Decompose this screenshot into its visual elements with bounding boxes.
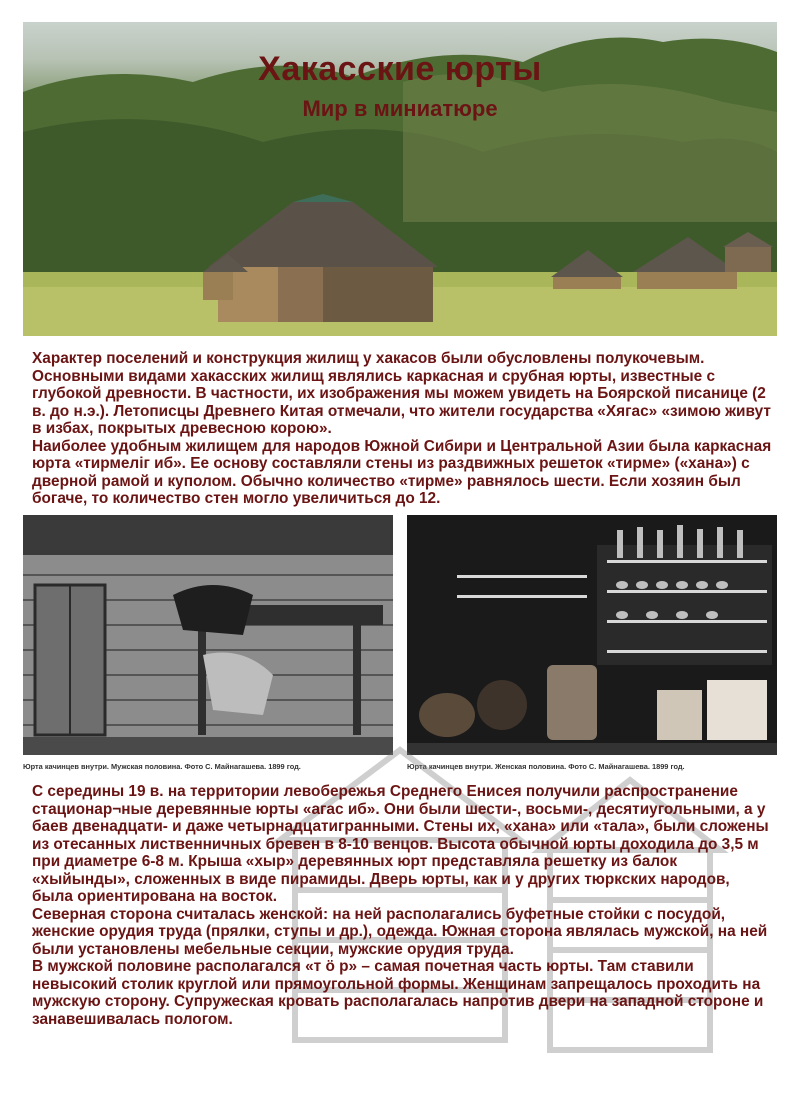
page-subtitle: Мир в миниатюре bbox=[302, 96, 498, 121]
photo-caption-left: Юрта качинцев внутри. Мужская половина. Фото С. Майнагашева. 1899 год. bbox=[23, 762, 301, 771]
body-paragraph: В мужской половине располагался «т ӧ р» – самая почетная часть юрты. Там ставили невысокий столик круглой или прямоугольной формы. Женщинам запрещалось проходить на мужскую сторону. Супружеская кровать располагалась напротив двери на западной стороне и занавешивалась пологом. bbox=[32, 958, 764, 1028]
hero-photo bbox=[23, 22, 777, 336]
body-text bbox=[32, 783, 772, 1028]
intro-paragraph: Характер поселений и конструкция жилищ у хакасов были обусловлены полукочевым. Основными видами хакасских жилищ являлись каркасная и срубная юрты, известные с глубокой древности. В частности, их изображения мы можем увидеть на Боярской писанице (2 в. до н.э.). Летописцы Древнего Китая отмечали, что жители государства «Хягас» «зимою живут в избах, покрытых древесною корою». bbox=[32, 350, 771, 437]
photo-caption-right: Юрта качинцев внутри. Женская половина. Фото С. Майнагашева. 1899 год. bbox=[407, 762, 685, 771]
intro-text bbox=[32, 350, 772, 508]
page-title: Хакасские юрты bbox=[258, 50, 542, 88]
intro-paragraph: Наиболее удобным жилищем для народов Южной Сибири и Центральной Азии была каркасная юрта «тирмелiг иб». Ее основу составляли стены из раздвижных решеток «тирме» («хана») с дверной рамой и куполом. Обычно количество «тирме» равнялось шести. Если хозяин был богаче, то количество стен могло увеличиться до 12. bbox=[32, 437, 772, 507]
body-paragraph: Северная сторона считалась женской: на ней располагались буфетные стойки с посудой, женские орудия труда (прялки, ступы и др.), одежда. Южная сторона являлась мужской, на ней были установлены мебельные секции, мужские орудия труда. bbox=[32, 905, 768, 958]
body-paragraph: С середины 19 в. на территории левобережья Среднего Енисея получили распространение стационар¬ные деревянные юрты «агас иб». Они были шести-, восьми-, десятиугольными, а у баев двенадцати- и даже четырнадцатигранными. Стены их, «хана» или «тала», были сложены из отесанных лиственничных бревен в 8-10 венцов. Высота обычной юрты доходила до 3,5 м при диаметре 6-8 м. Крыша «хыр» деревянных юрт представляла решетку из балок «хыйынды», сложенных в виде пирамиды. Дверь юрты, как и у других тюркских народов, была ориентирована на восток. bbox=[32, 783, 769, 905]
